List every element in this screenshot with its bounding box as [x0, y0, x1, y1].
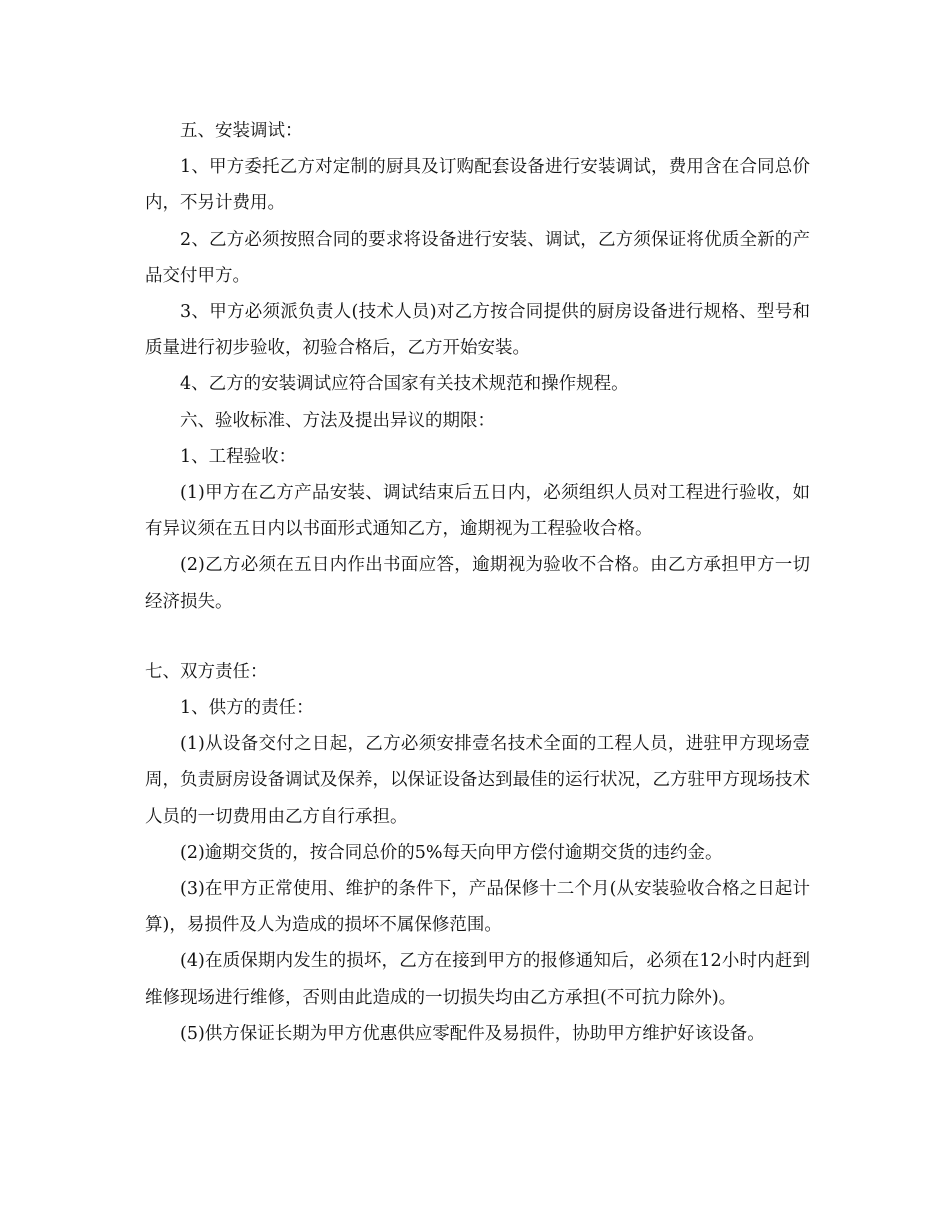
sub-heading-supplier-responsibility: 1、供方的责任：	[180, 698, 314, 719]
clause-paragraph: (3)在甲方正常使用、维护的条件下，产品保修十二个月(从安装验收合格之日起计算)，易损件及人为造成的损坏不属保修范围。	[145, 879, 810, 936]
document-body	[145, 113, 810, 1052]
sub-heading-project-acceptance: 1、工程验收：	[180, 446, 297, 467]
clause-paragraph: 3、甲方必须派负责人(技术人员)对乙方按合同提供的厨房设备进行规格、型号和质量进行初步验收，初验合格后，乙方开始安装。	[145, 302, 810, 359]
clause-paragraph: (2)逾期交货的，按合同总价的5%每天向甲方偿付逾期交货的违约金。	[180, 842, 723, 863]
section-heading-acceptance: 六、验收标准、方法及提出异议的期限：	[180, 410, 495, 431]
clause-paragraph: 2、乙方必须按照合同的要求将设备进行安装、调试，乙方须保证将优质全新的产品交付甲方。	[145, 229, 810, 286]
clause-paragraph: (1)从设备交付之日起，乙方必须安排壹名技术全面的工程人员，进驻甲方现场壹周，负责厨房设备调试及保养，以保证设备达到最佳的运行状况，乙方驻甲方现场技术人员的一切费用由乙方自行承担。	[145, 734, 810, 827]
section-heading-installation: 五、安装调试：	[180, 121, 303, 141]
clause-paragraph: 1、甲方委托乙方对定制的厨具及订购配套设备进行安装调试，费用含在合同总价内，不另计费用。	[145, 157, 810, 214]
clause-paragraph: (1)甲方在乙方产品安装、调试结束后五日内，必须组织人员对工程进行验收，如有异议须在五日内以书面形式通知乙方，逾期视为工程验收合格。	[145, 483, 810, 540]
clause-paragraph: (2)乙方必须在五日内作出书面应答，逾期视为验收不合格。由乙方承担甲方一切经济损失。	[145, 555, 810, 612]
paragraph-spacer	[145, 620, 810, 654]
clause-paragraph: (5)供方保证长期为甲方优惠供应零配件及易损件，协助甲方维护好该设备。	[180, 1023, 765, 1044]
clause-paragraph: 4、乙方的安装调试应符合国家有关技术规范和操作规程。	[180, 374, 629, 395]
section-heading-responsibilities: 七、双方责任：	[145, 661, 268, 682]
clause-paragraph: (4)在质保期内发生的损坏，乙方在接到甲方的报修通知后，必须在12小时内赶到维修现场进行维修，否则由此造成的一切损失均由乙方承担(不可抗力除外)。	[145, 951, 810, 1008]
